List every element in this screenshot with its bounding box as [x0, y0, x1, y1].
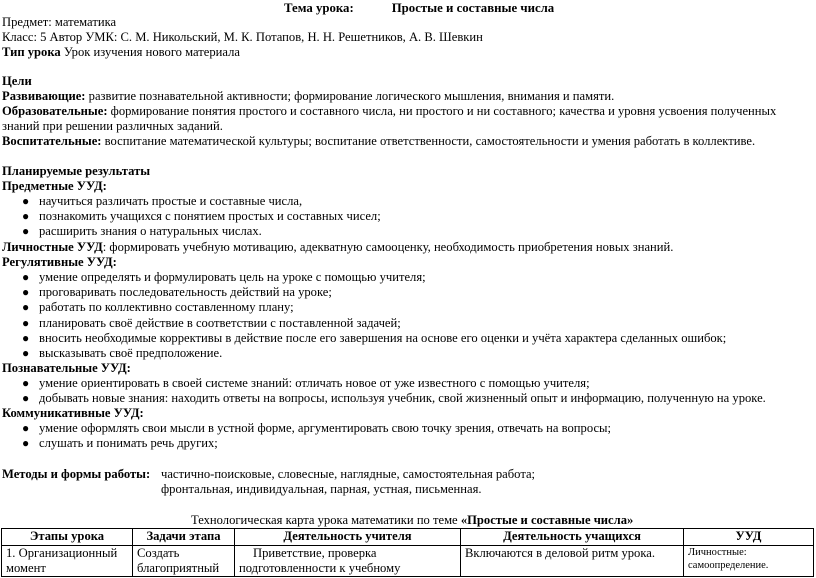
bullet-icon: ●	[22, 285, 30, 300]
cognitive-uud-list	[0, 376, 766, 406]
tech-map-table	[1, 528, 814, 577]
goal-educational-label: Образовательные:	[2, 104, 108, 118]
lesson-topic	[284, 1, 554, 16]
list-item: ● планировать своё действие в соответствии с поставленной задачей;	[22, 315, 401, 330]
table-header-row	[2, 529, 814, 546]
methods-line-2: фронтальная, индивидуальная, парная, устная, письменная.	[161, 482, 482, 496]
list-item: ● умение ориентировать в своей системе знаний: отличать новое от уже известного с помощью учителя;	[22, 376, 590, 390]
list-item: ● слушать и понимать речь других;	[22, 436, 218, 451]
personal-uud	[2, 240, 673, 255]
goal-educational-text: формирование понятия простого и составного числа, ни простого и ни составного; качества и уровня усвоения полученных	[107, 104, 777, 118]
task-cell: Создать благоприятный	[133, 546, 235, 577]
column-header: Задачи этапа	[133, 529, 235, 546]
list-item: ● вносить необходимые коррективы в действие после его завершения на основе его оценки и учёта характера сделанных ошибок;	[22, 330, 727, 345]
column-header: Этапы урока	[2, 529, 133, 546]
table-row	[2, 546, 814, 577]
goal-educational-cont: знаний при решении различных заданий.	[2, 119, 223, 133]
bullet-icon: ●	[22, 330, 30, 345]
students-cell: Включаются в деловой ритм урока.	[461, 546, 684, 577]
subject-uud-heading: Предметные УУД:	[2, 179, 107, 193]
lesson-type-line	[2, 45, 240, 60]
goal-upbringing-text: воспитание математической культуры; воспитание ответственности, самостоятельности и умения работать в коллективе.	[101, 134, 756, 148]
bullet-icon: ●	[22, 376, 30, 390]
topic-value: Простые и составные числа	[391, 1, 555, 15]
topic-label: Тема урока:	[284, 1, 354, 15]
column-header: Деятельность учащихся	[461, 529, 684, 546]
bullet-icon: ●	[22, 436, 30, 451]
list-item: ● расширить знания о натуральных числах.	[22, 224, 262, 239]
tech-map-caption-topic: «Простые и составные числа»	[460, 513, 634, 527]
goal-upbringing	[2, 134, 755, 149]
uud-cell: Личностные: самоопределение.	[684, 546, 814, 577]
results-heading: Планируемые результаты	[2, 164, 151, 178]
bullet-icon: ●	[22, 209, 30, 224]
regulative-uud-heading: Регулятивные УУД:	[2, 255, 117, 269]
goals-heading: Цели	[2, 74, 32, 88]
list-item: ● работать по коллективно составленному плану;	[22, 300, 294, 315]
list-item: ● познакомить учащихся с понятием простых и составных чисел;	[22, 209, 381, 224]
communicative-uud-heading: Коммуникативные УУД:	[2, 406, 144, 420]
subject-uud-list	[0, 194, 381, 240]
bullet-icon: ●	[22, 391, 30, 406]
lesson-type-value: Урок изучения нового материала	[60, 45, 240, 59]
teacher-cell: Приветствие, проверка подготовленности к учебному	[235, 546, 461, 577]
tech-map-caption	[191, 513, 633, 528]
bullet-icon: ●	[22, 270, 30, 284]
tech-map-caption-prefix: Технологическая карта урока математики по теме	[191, 513, 461, 527]
goal-developing	[2, 89, 614, 104]
list-item: ● научиться различать простые и составные числа,	[22, 194, 303, 208]
personal-uud-text: : формировать учебную мотивацию, адекватную самооценку, необходимость приобретения новых знаний.	[102, 240, 674, 254]
bullet-icon: ●	[22, 345, 30, 360]
goal-upbringing-label: Воспитательные:	[2, 134, 102, 148]
column-header: УУД	[684, 529, 814, 546]
goal-developing-label: Развивающие:	[2, 89, 86, 103]
column-header: Деятельность учителя	[235, 529, 461, 546]
bullet-icon: ●	[22, 194, 30, 208]
bullet-icon: ●	[22, 315, 30, 330]
regulative-uud-list	[0, 270, 726, 361]
bullet-icon: ●	[22, 300, 30, 315]
lesson-type-label: Тип урока	[2, 45, 61, 59]
class-author-line: Класс: 5 Автор УМК: С. М. Никольский, М. К. Потапов, Н. Н. Решетников, А. В. Шевкин	[2, 30, 483, 44]
communicative-uud-list	[0, 421, 611, 451]
list-item: ● высказывать своё предположение.	[22, 345, 223, 360]
bullet-icon: ●	[22, 421, 30, 435]
stage-cell: 1. Организационный момент	[2, 546, 133, 577]
methods-line-1: частично-поисковые, словесные, наглядные, самостоятельная работа;	[161, 467, 536, 481]
list-item: ● умение оформлять свои мысли в устной форме, аргументировать свою точку зрения, отвечать на вопросы;	[22, 421, 611, 435]
list-item: ● проговаривать последовательность действий на уроке;	[22, 285, 332, 300]
subject-line: Предмет: математика	[2, 15, 117, 29]
bullet-icon: ●	[22, 224, 30, 239]
goal-developing-text: развитие познавательной активности; формирование логического мышления, внимания и памяти.	[85, 89, 615, 103]
personal-uud-label: Личностные УУД	[2, 240, 103, 254]
goal-educational	[2, 104, 776, 119]
list-item: ● добывать новые знания: находить ответы на вопросы, используя учебник, свой жизненный опыт и информацию, полученную на уроке.	[22, 391, 766, 406]
list-item: ● умение определять и формулировать цель на уроке с помощью учителя;	[22, 270, 426, 284]
methods-label: Методы и формы работы:	[2, 467, 151, 481]
cognitive-uud-heading: Познавательные УУД:	[2, 361, 131, 375]
